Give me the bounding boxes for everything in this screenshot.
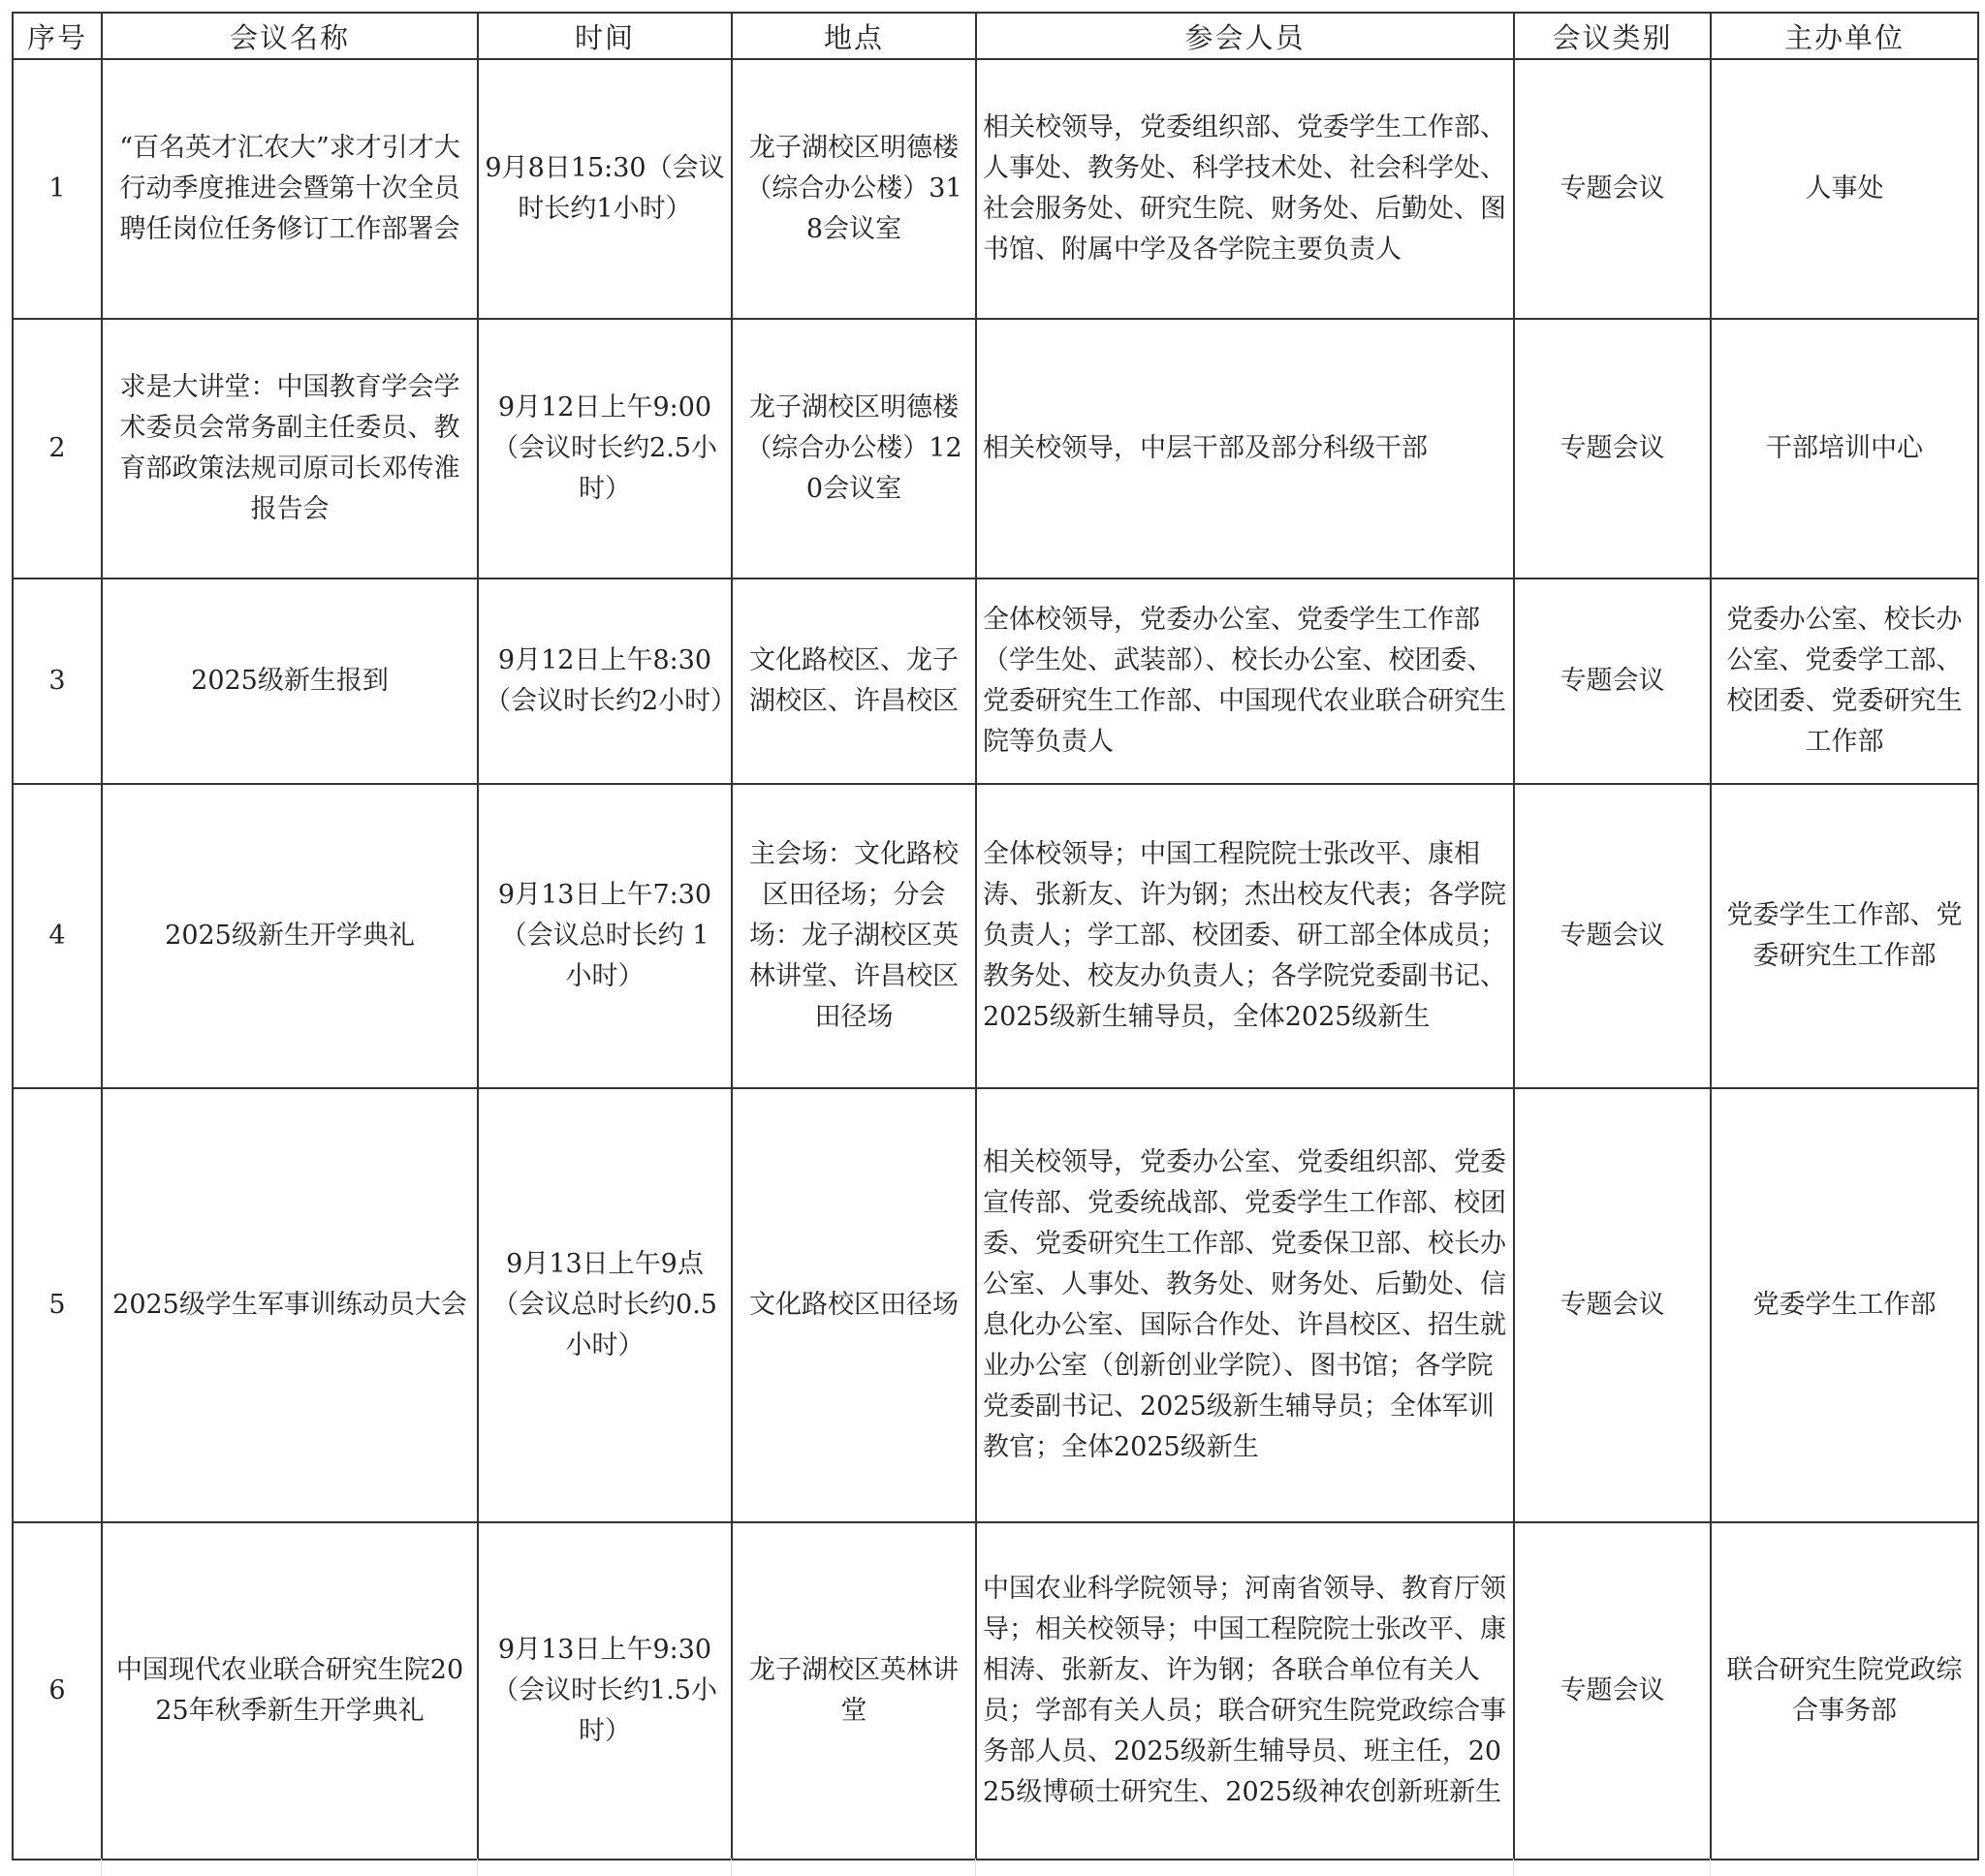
- cell-org: 党委学生工作部、党委研究生工作部: [1711, 784, 1978, 1088]
- header-people: 参会人员: [976, 13, 1514, 59]
- cell-no: 6: [13, 1522, 102, 1860]
- cell-name: “百名英才汇农大”求才引才大行动季度推进会暨第十次全员聘任岗位任务修订工作部署会: [102, 59, 478, 319]
- cell-time: 9月13日上午9:30（会议时长约1.5小时）: [478, 1522, 732, 1860]
- header-no: 序号: [13, 13, 102, 59]
- gridline: [975, 1859, 976, 1876]
- cell-place: 主会场：文化路校区田径场；分会场：龙子湖校区英林讲堂、许昌校区田径场: [732, 784, 976, 1088]
- gridline: [1513, 1859, 1514, 1876]
- cell-name: 2025级新生开学典礼: [102, 784, 478, 1088]
- cell-place: 龙子湖校区明德楼（综合办公楼）318会议室: [732, 59, 976, 319]
- cell-place: 文化路校区田径场: [732, 1088, 976, 1522]
- header-type: 会议类别: [1514, 13, 1711, 59]
- cell-org: 人事处: [1711, 59, 1978, 319]
- cell-place: 龙子湖校区英林讲堂: [732, 1522, 976, 1860]
- cell-people: 相关校领导，党委办公室、党委组织部、党委宣传部、党委统战部、党委学生工作部、校团委、党委研究生工作部、党委保卫部、校长办公室、人事处、教务处、财务处、后勤处、信息化办公室、国际合作处、许昌校区、招生就业办公室（创新创业学院）、图书馆；各学院党委副书记、2025级新生辅导员；全体军训教官；全体2025级新生: [976, 1088, 1514, 1522]
- cell-time: 9月8日15:30（会议时长约1小时）: [478, 59, 732, 319]
- cell-org: 联合研究生院党政综合事务部: [1711, 1522, 1978, 1860]
- header-time: 时间: [478, 13, 732, 59]
- gridline: [477, 1859, 478, 1876]
- header-org: 主办单位: [1711, 13, 1978, 59]
- cell-no: 2: [13, 319, 102, 578]
- cell-no: 5: [13, 1088, 102, 1522]
- cell-time: 9月13日上午7:30（会议总时长约 1 小时）: [478, 784, 732, 1088]
- cell-time: 9月13日上午9点（会议总时长约0.5 小时）: [478, 1088, 732, 1522]
- table-row: [13, 59, 1978, 319]
- header-name: 会议名称: [102, 13, 478, 59]
- table-row: [13, 1088, 1978, 1522]
- cell-type: 专题会议: [1514, 578, 1711, 784]
- cell-people: 相关校领导，党委组织部、党委学生工作部、人事处、教务处、科学技术处、社会科学处、社会服务处、研究生院、财务处、后勤处、图书馆、附属中学及各学院主要负责人: [976, 59, 1514, 319]
- cell-type: 专题会议: [1514, 784, 1711, 1088]
- cell-name: 2025级学生军事训练动员大会: [102, 1088, 478, 1522]
- faint-gridlines-below-table: [12, 1859, 1977, 1876]
- cell-people: 相关校领导，中层干部及部分科级干部: [976, 319, 1514, 578]
- gridline: [731, 1859, 732, 1876]
- cell-org: 党委办公室、校长办公室、党委学工部、校团委、党委研究生工作部: [1711, 578, 1978, 784]
- cell-no: 4: [13, 784, 102, 1088]
- cell-place: 龙子湖校区明德楼（综合办公楼）120会议室: [732, 319, 976, 578]
- table-row: [13, 578, 1978, 784]
- cell-type: 专题会议: [1514, 1522, 1711, 1860]
- cell-type: 专题会议: [1514, 59, 1711, 319]
- cell-name: 求是大讲堂：中国教育学会学术委员会常务副主任委员、教育部政策法规司原司长邓传淮报告会: [102, 319, 478, 578]
- cell-time: 9月12日上午9:00（会议时长约2.5小时）: [478, 319, 732, 578]
- header-place: 地点: [732, 13, 976, 59]
- table-row: [13, 319, 1978, 578]
- cell-name: 中国现代农业联合研究生院2025年秋季新生开学典礼: [102, 1522, 478, 1860]
- cell-time: 9月12日上午8:30（会议时长约2小时）: [478, 578, 732, 784]
- cell-no: 1: [13, 59, 102, 319]
- cell-org: 党委学生工作部: [1711, 1088, 1978, 1522]
- cell-name: 2025级新生报到: [102, 578, 478, 784]
- meeting-schedule-table: [12, 12, 1979, 1860]
- gridline: [101, 1859, 102, 1876]
- gridline: [1710, 1859, 1711, 1876]
- cell-place: 文化路校区、龙子湖校区、许昌校区: [732, 578, 976, 784]
- cell-type: 专题会议: [1514, 1088, 1711, 1522]
- cell-people: 全体校领导，党委办公室、党委学生工作部（学生处、武装部）、校长办公室、校团委、党委研究生工作部、中国现代农业联合研究生院等负责人: [976, 578, 1514, 784]
- cell-people: 全体校领导；中国工程院院士张改平、康相涛、张新友、许为钢；杰出校友代表；各学院负责人；学工部、校团委、研工部全体成员；教务处、校友办负责人；各学院党委副书记、2025级新生辅导员，全体2025级新生: [976, 784, 1514, 1088]
- cell-people: 中国农业科学院领导；河南省领导、教育厅领导；相关校领导；中国工程院院士张改平、康相涛、张新友、许为钢；各联合单位有关人员；学部有关人员；联合研究生院党政综合事务部人员、2025级新生辅导员、班主任，2025级博硕士研究生、2025级神农创新班新生: [976, 1522, 1514, 1860]
- cell-type: 专题会议: [1514, 319, 1711, 578]
- table-header-row: [13, 13, 1978, 59]
- table-row: [13, 1522, 1978, 1860]
- cell-org: 干部培训中心: [1711, 319, 1978, 578]
- cell-no: 3: [13, 578, 102, 784]
- table-row: [13, 784, 1978, 1088]
